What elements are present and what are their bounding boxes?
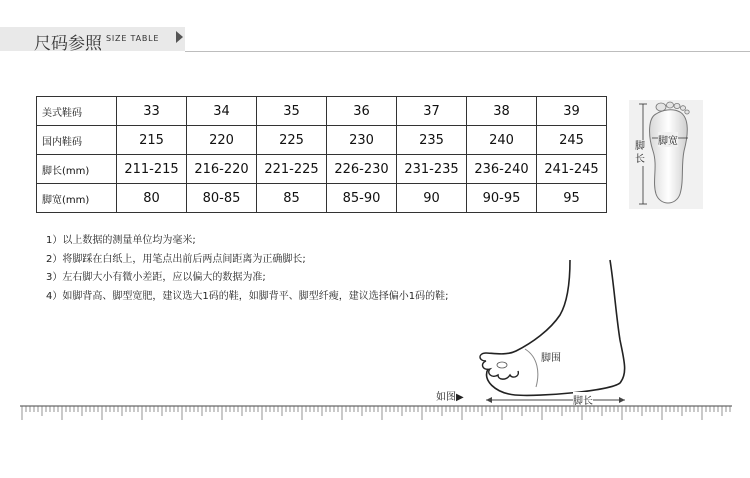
table-cell: 231-235 (397, 155, 467, 184)
note-item: 2）将脚踩在白纸上，用笔点出前后两点间距离为正确脚长; (46, 253, 306, 265)
table-row (37, 155, 607, 184)
table-cell: 211-215 (117, 155, 187, 184)
foot-length-callout: 脚长 (573, 392, 593, 407)
table-cell: 220 (187, 126, 257, 155)
notes-list (46, 232, 448, 306)
table-cell: 38 (467, 97, 537, 126)
table-cell: 245 (537, 126, 607, 155)
table-cell: 85 (257, 184, 327, 213)
as-shown-label: 如图▶ (436, 392, 464, 403)
table-row (37, 97, 607, 126)
table-cell: 226-230 (327, 155, 397, 184)
row-label: 国内鞋码 (37, 126, 117, 155)
table-cell: 80-85 (187, 184, 257, 213)
table-cell: 35 (257, 97, 327, 126)
table-cell: 90-95 (467, 184, 537, 213)
size-table (36, 96, 607, 213)
row-label: 脚宽(mm) (37, 184, 117, 213)
table-cell: 225 (257, 126, 327, 155)
foot-diagram (598, 96, 750, 215)
table-cell: 95 (537, 184, 607, 213)
foot-length-label: 脚 长 (635, 141, 645, 165)
play-arrow-icon: ▶ (456, 392, 464, 403)
note-item: 1）以上数据的测量单位均为毫米; (46, 235, 196, 246)
note-item: 3）左右脚大小有微小差距，应以偏大的数据为准; (46, 272, 266, 284)
table-row (37, 126, 607, 155)
table-cell: 241-245 (537, 155, 607, 184)
table-cell: 230 (327, 126, 397, 155)
row-label: 美式鞋码 (37, 97, 117, 126)
foot-width-label: 脚宽 (658, 132, 678, 147)
table-cell: 80 (117, 184, 187, 213)
table-cell: 36 (327, 97, 397, 126)
table-cell: 37 (397, 97, 467, 126)
ruler-icon (20, 405, 732, 425)
page-subtitle: SIZE TABLE (106, 34, 160, 43)
table-cell: 90 (397, 184, 467, 213)
table-cell: 221-225 (257, 155, 327, 184)
note-item: 4）如脚背高、脚型宽肥，建议选大1码的鞋，如脚背平、脚型纤瘦，建议选择偏小1码的鞋; (46, 290, 449, 302)
table-cell: 216-220 (187, 155, 257, 184)
table-cell: 85-90 (327, 184, 397, 213)
table-cell: 39 (537, 97, 607, 126)
table-cell: 240 (467, 126, 537, 155)
header-divider (185, 51, 750, 52)
foot-top-view-icon (598, 96, 750, 215)
table-row (37, 184, 607, 213)
page-title: 尺码参照 (34, 34, 102, 54)
foot-side-view-icon (420, 255, 680, 405)
table-cell: 33 (117, 97, 187, 126)
table-cell: 236-240 (467, 155, 537, 184)
table-cell: 235 (397, 126, 467, 155)
header-arrow-icon (176, 31, 183, 43)
table-cell: 215 (117, 126, 187, 155)
table-cell: 34 (187, 97, 257, 126)
row-label: 脚长(mm) (37, 155, 117, 184)
girth-label: 脚围 (541, 353, 561, 364)
